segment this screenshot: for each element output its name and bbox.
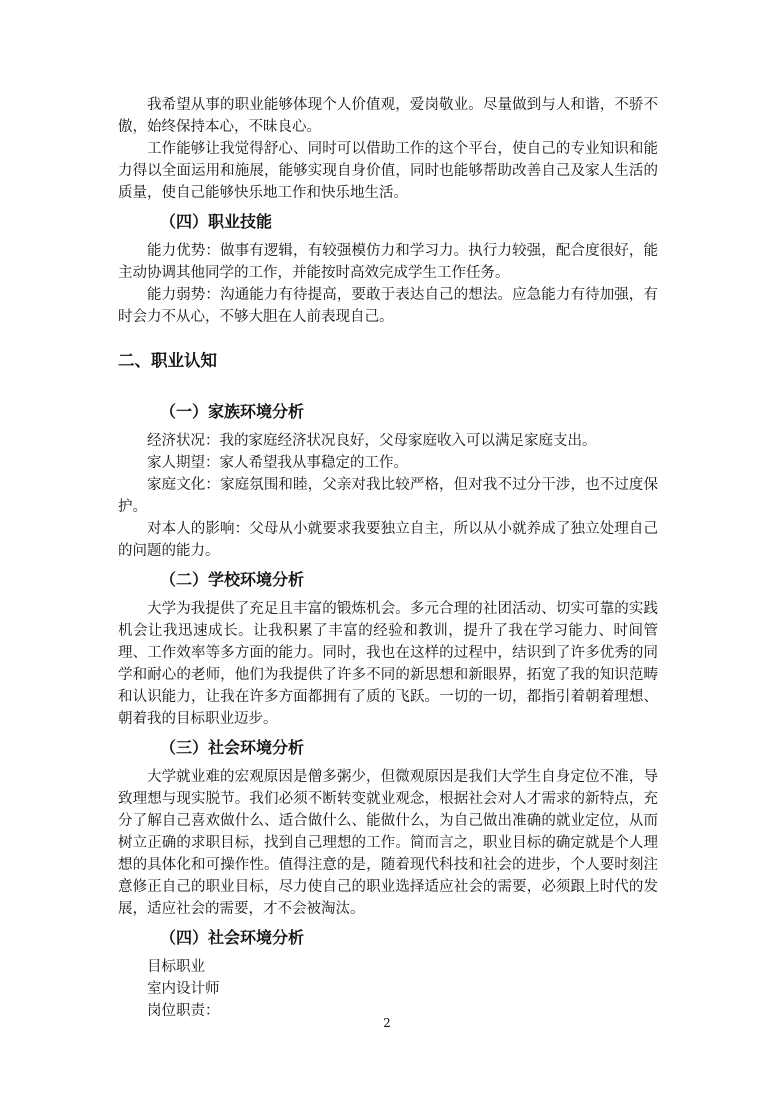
skills-heading: （四）职业技能 bbox=[160, 212, 273, 231]
target-career-value: 室内设计师 bbox=[147, 981, 220, 997]
page-number: 2 bbox=[383, 1016, 391, 1030]
skills-weakness: 能力弱势：沟通能力有待提高，要敢于表达自己的想法。应急能力有待加强，有时会力不从心，不够大胆在人前表现自己。 bbox=[118, 287, 658, 325]
family-heading: （一）家族环境分析 bbox=[160, 402, 305, 421]
family-culture: 家庭文化：家庭氛围和睦，父亲对我比较严格，但对我不过分干涉，也不过度保护。 bbox=[118, 477, 658, 515]
school-paragraph: 大学为我提供了充足且丰富的锻炼机会。多元合理的社团活动、切实可靠的实践机会让我迅速成长。让我积累了丰富的经验和教训，提升了我在学习能力、时间管理、工作效率等多方面的能力。同时，我也在这样的过程中，结识到了许多优秀的同学和耐心的老师，他们为我提供了许多不同的新思想和新眼界，拓宽了我的知识范畴和认识能力，让我在许多方面都拥有了质的飞跃。一切的一切，都指引着朝着理想、朝着我的目标职业迈步。 bbox=[118, 601, 658, 727]
values-paragraph-1: 我希望从事的职业能够体现个人价值观，爱岗敬业。尽量做到与人和谐，不骄不傲，始终保持本心，不昧良心。 bbox=[118, 97, 658, 135]
job-duties-label: 岗位职责： bbox=[147, 1003, 220, 1019]
society-paragraph: 大学就业难的宏观原因是僧多粥少，但微观原因是我们大学生自身定位不准，导致理想与现实脱节。我们必须不断转变就业观念，根据社会对人才需求的新特点，充分了解自己喜欢做什么、适合做什么、能做什么，为自己做出准确的就业定位，从而树立正确的求职目标，找到自己理想的工作。简而言之，职业目标的确定就是个人理想的具体化和可操作性。值得注意的是，随着现代科技和社会的进步，个人要时刻注意修正自己的职业目标，尽力使自己的职业选择适应社会的需要，必须跟上时代的发展，适应社会的需要，才不会被淘汰。 bbox=[118, 769, 658, 917]
society-heading: （三）社会环境分析 bbox=[160, 738, 305, 757]
target-career-label: 目标职业 bbox=[147, 959, 205, 975]
family-expectation: 家人期望：家人希望我从事稳定的工作。 bbox=[147, 455, 408, 471]
section-2-heading: 二、职业认知 bbox=[118, 351, 217, 370]
society2-heading: （四）社会环境分析 bbox=[160, 928, 305, 947]
family-influence: 对本人的影响：父母从小就要求我要独立自主，所以从小就养成了独立处理自己的问题的能力。 bbox=[118, 521, 658, 559]
school-heading: （二）学校环境分析 bbox=[160, 570, 305, 589]
skills-advantage: 能力优势：做事有逻辑，有较强模仿力和学习力。执行力较强，配合度很好，能主动协调其他同学的工作，并能按时高效完成学生工作任务。 bbox=[118, 243, 658, 281]
values-paragraph-2: 工作能够让我觉得舒心、同时可以借助工作的这个平台，使自己的专业知识和能力得以全面运用和施展，能够实现自身价值，同时也能够帮助改善自己及家人生活的质量，使自己能够快乐地工作和快乐地生活。 bbox=[118, 141, 658, 201]
document-body bbox=[118, 94, 658, 1022]
family-economic: 经济状况：我的家庭经济状况良好，父母家庭收入可以满足家庭支出。 bbox=[147, 433, 597, 449]
